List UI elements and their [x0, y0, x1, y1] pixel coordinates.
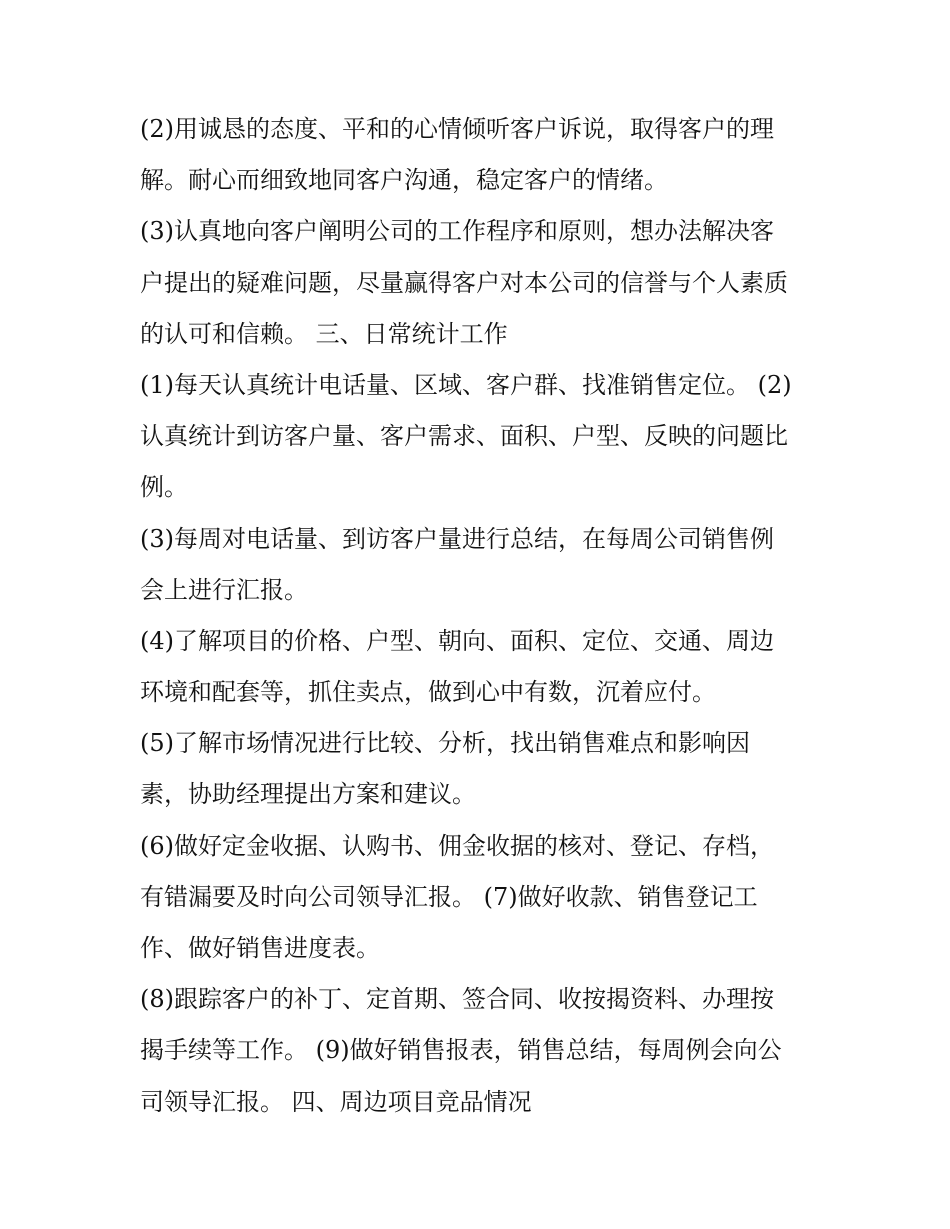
text-line-5: 的认可和信赖。 三、日常统计工作 — [140, 319, 508, 348]
document-body — [140, 104, 830, 1128]
text-line-7: 认真统计到访客户量、客户需求、面积、户型、反映的问题比 — [140, 422, 788, 451]
text-line-11: (4)了解项目的价格、户型、朝向、面积、定位、交通、周边 — [140, 626, 774, 655]
text-line-16: 有错漏要及时向公司领导汇报。 (7)做好收款、销售登记工 — [140, 882, 758, 911]
text-line-18: (8)跟踪客户的补丁、定首期、签合同、收按揭资料、办理按 — [140, 985, 774, 1014]
text-line-8: 例。 — [140, 473, 188, 502]
text-line-1: (2)用诚恳的态度、平和的心情倾听客户诉说，取得客户的理 — [140, 115, 774, 143]
text-line-9: (3)每周对电话量、到访客户量进行总结，在每周公司销售例 — [140, 524, 774, 553]
text-line-19: 揭手续等工作。 (9)做好销售报表，销售总结，每周例会向公 — [140, 1036, 782, 1065]
text-line-2: 解。耐心而细致地同客户沟通，稳定客户的情绪。 — [140, 166, 668, 195]
text-line-15: (6)做好定金收据、认购书、佣金收据的核对、登记、存档， — [140, 831, 774, 860]
text-line-6: (1)每天认真统计电话量、区域、客户群、找准销售定位。 (2) — [140, 370, 792, 399]
text-line-3: (3)认真地向客户阐明公司的工作程序和原则，想办法解决客 — [140, 217, 774, 246]
text-line-20: 司领导汇报。 四、周边项目竞品情况 — [140, 1087, 532, 1116]
text-line-14: 素，协助经理提出方案和建议。 — [140, 780, 476, 809]
text-line-12: 环境和配套等，抓住卖点，做到心中有数，沉着应付。 — [140, 678, 716, 707]
text-line-10: 会上进行汇报。 — [140, 575, 308, 604]
text-line-13: (5)了解市场情况进行比较、分析，找出销售难点和影响因 — [140, 729, 750, 758]
text-line-17: 作、做好销售进度表。 — [140, 934, 380, 962]
text-line-4: 户提出的疑难问题，尽量赢得客户对本公司的信誉与个人素质 — [140, 268, 788, 297]
